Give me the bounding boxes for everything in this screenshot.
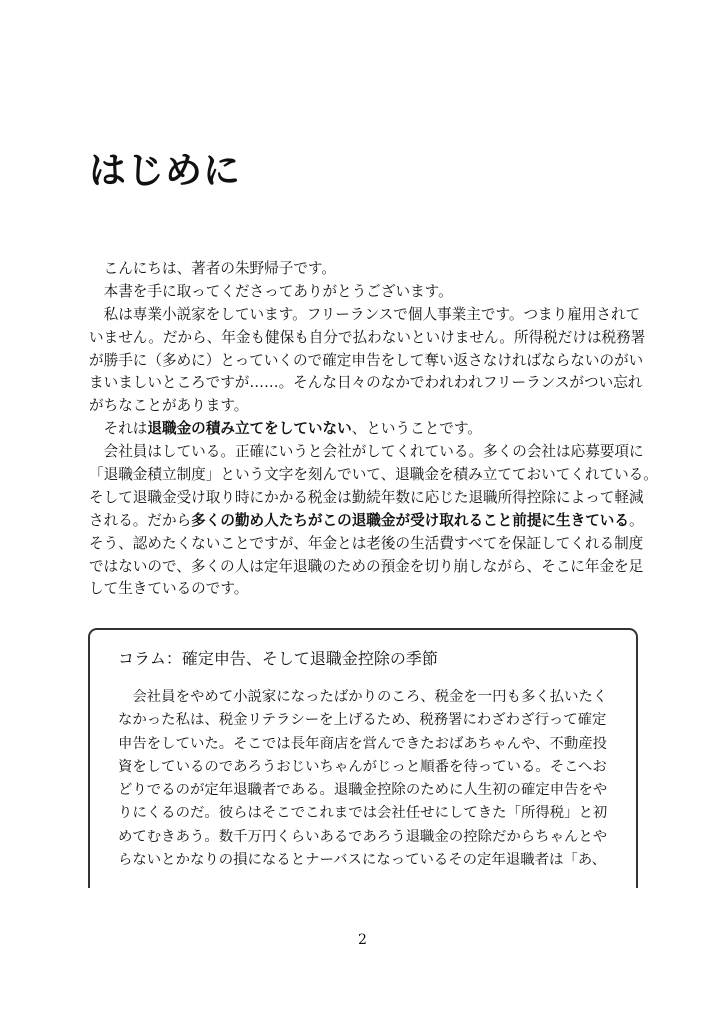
body-line: して生きているのです。 bbox=[89, 580, 249, 598]
body-line: 会社員はしている。正確にいうと会社がしてくれている。多くの会社は応募要項に bbox=[89, 443, 644, 461]
body-line-emphasis: 退職金の積み立てをしていない bbox=[147, 420, 352, 438]
column-title: コラム：確定申告、そして退職金控除の季節 bbox=[118, 649, 438, 668]
body-line bbox=[89, 418, 641, 441]
body-line: いません。だから、年金も健保も自分で払わないといけません。所得税だけは税務署 bbox=[89, 328, 646, 346]
column-line: 会社員をやめて小説家になったばかりのころ、税金を一円も多く払いたく bbox=[118, 689, 608, 705]
column-text bbox=[118, 686, 618, 872]
column-line: 申告をしていた。そこでは長年商店を営んできたおばあちゃんや、不動産投 bbox=[118, 735, 607, 752]
chapter-title: はじめに bbox=[89, 149, 241, 192]
body-line: ではないので、多くの人は定年退職のための預金を切り崩しながら、そこに年金を足 bbox=[89, 557, 644, 575]
body-line: がちなことがあります。 bbox=[89, 397, 249, 415]
body-line bbox=[89, 510, 644, 533]
column-line: なかった私は、税金リテラシーを上げるため、税務署にわざわざ行って確定 bbox=[118, 712, 607, 729]
column-line: 資をしているのであろうおじいちゃんがじっと順番を待っている。そこへお bbox=[118, 758, 607, 775]
column-line: りにくるのだ。彼らはそこでこれまでは会社任せにしてきた「所得税」と初 bbox=[118, 805, 608, 822]
body-line: まいましいところですが……。そんな日々のなかでわれわれフリーランスがつい忘れ bbox=[89, 374, 643, 392]
body-line-text: される。だから bbox=[89, 511, 192, 529]
column-line: らないとかなりの損になるとナーバスになっているその定年退職者は「あ、 bbox=[118, 852, 606, 869]
body-text bbox=[89, 258, 658, 601]
body-line: 「退職金積立制度」という文字を刻んでいて、退職金を積み立てておいてくれている。 bbox=[89, 466, 658, 484]
body-line: 本書を手に取ってくださってありがとうございます。 bbox=[89, 282, 453, 300]
column-line: どりでるのが定年退職者である。退職金控除のために人生初の確定申告をや bbox=[118, 782, 608, 799]
body-line-text: それは bbox=[89, 420, 148, 438]
body-line: そして退職金受け取り時にかかる税金は勤続年数に応じた退職所得控除によって軽減 bbox=[89, 488, 644, 506]
column-line: めてむきあう。数千万円くらいあるであろう退職金の控除だからちゃんとや bbox=[118, 828, 608, 845]
body-line-text: 、ということです。 bbox=[351, 420, 482, 438]
page-number: 2 bbox=[358, 932, 367, 948]
column-box bbox=[88, 628, 638, 888]
body-line-text: 。 bbox=[629, 511, 644, 529]
body-line-emphasis: 多くの勤め人たちがこの退職金が受け取れること前提に生きている bbox=[191, 511, 629, 529]
body-line: こんにちは、著者の朱野帰子です。 bbox=[89, 260, 336, 277]
body-line: そう、認めたくないことですが、年金とは老後の生活費すべてを保証してくれる制度 bbox=[89, 534, 644, 552]
body-line: が勝手に（多めに）とっていくので確定申告をして奪い返さなければならないのがい bbox=[89, 351, 644, 369]
body-line: 私は専業小説家をしています。フリーランスで個人事業主です。つまり雇用されて bbox=[89, 305, 641, 323]
